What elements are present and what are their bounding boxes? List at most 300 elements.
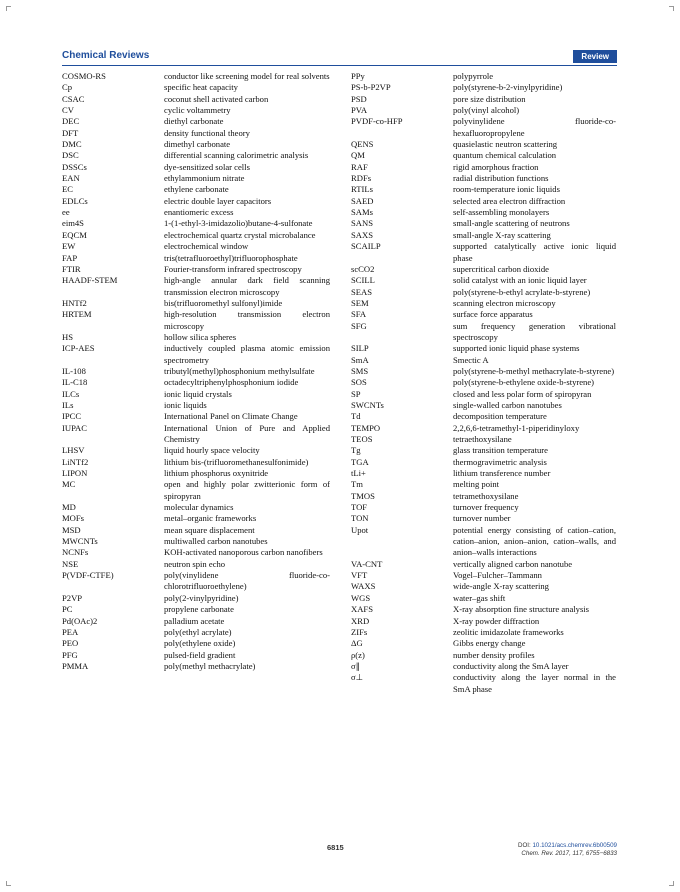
abbreviation-definition: multiwalled carbon nanotubes [164,536,268,547]
abbreviation-term: EW [62,241,76,252]
abbreviation-definition: poly(2-vinylpyridine) [164,592,239,603]
abbreviation-entry [351,468,616,479]
abbreviation-entry [62,627,330,638]
abbreviation-definition: zeolitic imidazolate frameworks [453,626,564,637]
abbreviation-term: PS-b-P2VP [351,82,391,93]
abbreviation-definition: single-walled carbon nanotubes [453,399,562,410]
abbreviation-definition: selected area electron diffraction [453,195,566,206]
abbreviation-term: SAXS [351,229,373,240]
abbreviation-definition: tris(tetrafluoroethyl)trifluorophosphate [164,252,298,263]
abbreviation-entry [62,650,330,661]
abbreviation-term: FAP [62,252,78,263]
abbreviation-entry [351,71,616,82]
abbreviation-term: SP [351,388,361,399]
abbreviation-definition: electrochemical quartz crystal microbalance [164,229,316,240]
abbreviation-definition: coconut shell activated carbon [164,93,269,104]
abbreviation-term: Tg [351,445,361,456]
crop-mark-top-left [6,6,11,11]
abbreviation-entry [351,411,616,422]
abbreviation-term: PFG [62,649,78,660]
abbreviation-definition: diethyl carbonate [164,116,224,127]
abbreviation-entry [351,230,616,241]
abbreviation-entry [62,150,330,161]
abbreviation-term: ICP-AES [62,343,95,354]
abbreviation-entry [62,547,330,558]
abbreviation-entry [62,559,330,570]
footer-citation [518,842,617,858]
abbreviation-entry [62,298,330,309]
doi-label: DOI: [518,842,531,849]
abbreviation-definition: number density profiles [453,649,535,660]
abbreviation-entry [62,570,330,593]
abbreviation-definition: poly(vinylidene fluoride-co-chlorotrifluoroethylene) [164,570,330,592]
abbreviation-term: DFT [62,127,79,138]
abbreviation-term: CV [62,105,74,116]
abbreviation-entry [62,343,330,366]
abbreviation-term: COSMO-RS [62,71,106,81]
abbreviation-entry [351,400,616,411]
abbreviation-term: PEA [62,626,79,637]
abbreviation-definition: quantum chemical calculation [453,150,557,161]
abbreviation-term: σ∥ [351,660,360,671]
abbreviation-entry [62,513,330,524]
abbreviation-term: Tm [351,479,363,490]
abbreviation-definition: radial distribution functions [453,173,549,184]
abbreviation-term: IPCC [62,411,82,422]
abbreviation-term: ee [62,207,70,218]
abbreviation-entry [62,400,330,411]
crop-mark-top-right [669,6,674,11]
abbreviation-entry [351,196,616,207]
abbreviation-entry [62,332,330,343]
abbreviation-term: eim4S [62,218,84,229]
abbreviation-term: SILP [351,343,369,354]
abbreviation-entry [62,479,330,502]
abbreviation-definition: thermogravimetric analysis [453,456,547,467]
abbreviation-definition: closed and less polar form of spiropyran [453,388,592,399]
abbreviation-entry [62,162,330,173]
abbreviation-entry [62,423,330,446]
abbreviation-term: EQCM [62,229,87,240]
abbreviation-definition: density functional theory [164,127,250,138]
abbreviation-term: RDFs [351,173,372,184]
abbreviations-left-column [62,71,330,672]
abbreviation-entry [62,366,330,377]
abbreviation-entry [351,604,616,615]
abbreviation-entry [62,173,330,184]
abbreviation-definition: cyclic voltammetry [164,105,231,116]
abbreviation-definition: tributyl(methyl)phosphonium methylsulfate [164,365,315,376]
abbreviation-definition: supported catalytically active ionic liquid phase [453,241,616,263]
abbreviation-definition: scanning electron microscopy [453,297,556,308]
abbreviation-definition: rigid amorphous fraction [453,161,539,172]
abbreviation-term: EDLCs [62,195,88,206]
abbreviation-term: DSC [62,150,79,161]
abbreviation-definition: electric double layer capacitors [164,195,272,206]
abbreviation-definition: supercritical carbon dioxide [453,263,549,274]
abbreviation-term: ILCs [62,388,80,399]
abbreviation-entry [62,82,330,93]
abbreviation-definition: Vogel–Fulcher–Tammann [453,570,542,581]
abbreviation-entry [351,321,616,344]
abbreviation-entry [351,559,616,570]
abbreviation-term: PSD [351,93,367,104]
abbreviation-term: ILs [62,399,74,410]
abbreviation-entry [351,298,616,309]
abbreviation-entry [351,627,616,638]
abbreviation-term: NSE [62,558,79,569]
abbreviation-entry [351,366,616,377]
abbreviation-term: tLi+ [351,468,366,479]
abbreviation-definition: Smectic A [453,354,489,365]
abbreviation-definition: metal–organic frameworks [164,513,257,524]
article-type-badge: Review [573,50,617,63]
abbreviation-term: IL-C18 [62,377,88,388]
abbreviation-term: MSD [62,524,81,535]
abbreviation-definition: pulsed-field gradient [164,649,236,660]
abbreviation-term: RAF [351,161,368,172]
abbreviation-definition: small-angle scattering of neutrons [453,218,570,229]
abbreviation-entry [351,457,616,468]
abbreviation-definition: poly(styrene-b-methyl methacrylate-b-styrene) [453,365,615,376]
abbreviation-entry [62,389,330,400]
abbreviation-entry [62,616,330,627]
abbreviation-entry [351,162,616,173]
abbreviation-entry [62,184,330,195]
abbreviation-entry [62,411,330,422]
abbreviation-entry [62,94,330,105]
abbreviation-definition: water–gas shift [453,592,506,603]
abbreviation-definition: neutron spin echo [164,558,226,569]
abbreviation-term: SOS [351,377,367,388]
abbreviation-term: PMMA [62,660,89,671]
crop-mark-bottom-right [669,881,674,886]
abbreviation-entry [351,479,616,490]
abbreviation-term: Td [351,411,361,422]
abbreviation-entry [62,604,330,615]
abbreviation-term: MC [62,479,76,490]
abbreviation-entry [351,650,616,661]
abbreviation-term: TEMPO [351,422,381,433]
abbreviation-entry [351,491,616,502]
abbreviation-definition: ionic liquid crystals [164,388,232,399]
abbreviation-definition: International Union of Pure and Applied Chemistry [164,422,330,444]
abbreviation-definition: poly(vinyl alcohol) [453,105,520,116]
abbreviation-term: TGA [351,456,369,467]
abbreviation-definition: differential scanning calorimetric analysis [164,150,309,161]
abbreviation-entry [351,616,616,627]
abbreviation-term: SmA [351,354,369,365]
abbreviation-entry [351,672,616,695]
abbreviation-definition: Fourier-transform infrared spectroscopy [164,263,302,274]
abbreviation-definition: decomposition temperature [453,411,547,422]
abbreviation-definition: poly(ethylene oxide) [164,638,236,649]
abbreviation-entry [62,661,330,672]
abbreviation-definition: glass transition temperature [453,445,548,456]
abbreviation-term: LiNTf2 [62,456,89,467]
abbreviation-term: ZIFs [351,626,368,637]
abbreviation-entry [351,309,616,320]
abbreviation-definition: ethylammonium nitrate [164,173,245,184]
abbreviation-term: HAADF-STEM [62,275,118,286]
abbreviation-term: SEM [351,297,369,308]
abbreviation-entry [351,275,616,286]
abbreviation-entry [62,275,330,298]
abbreviation-term: VFT [351,570,368,581]
abbreviation-entry [62,116,330,127]
abbreviation-term: TON [351,513,369,524]
abbreviation-term: PVA [351,105,368,116]
abbreviation-definition: X-ray powder diffraction [453,615,540,626]
abbreviation-term: SWCNTs [351,399,384,410]
abbreviation-entry [351,581,616,592]
abbreviation-definition: specific heat capacity [164,82,238,93]
abbreviation-term: HNTf2 [62,297,87,308]
abbreviation-term: ρ(z) [351,649,365,660]
abbreviation-entry [351,389,616,400]
abbreviation-term: DEC [62,116,80,127]
abbreviation-definition: tetraethoxysilane [453,434,512,444]
abbreviation-definition: sum frequency generation vibrational spectroscopy [453,320,616,342]
abbreviation-term: XRD [351,615,370,626]
abbreviation-entry [351,82,616,93]
abbreviation-definition: inductively coupled plasma atomic emission spectrometry [164,343,330,365]
abbreviation-entry [351,218,616,229]
abbreviation-entry [351,207,616,218]
abbreviation-term: SEAS [351,286,373,297]
abbreviation-definition: turnover number [453,513,511,524]
page-number: 6815 [327,843,344,852]
abbreviation-definition: supported ionic liquid phase systems [453,343,580,354]
abbreviation-term: σ⊥ [351,672,364,683]
abbreviation-term: DMC [62,139,82,150]
abbreviation-term: PVDF-co-HFP [351,116,403,127]
abbreviation-definition: lithium phosphorus oxynitride [164,468,269,479]
abbreviation-entry [62,638,330,649]
abbreviation-definition: X-ray absorption fine structure analysis [453,604,590,615]
abbreviation-term: PEO [62,638,79,649]
abbreviation-entry [351,241,616,264]
abbreviation-entry [351,343,616,354]
abbreviation-entry [62,218,330,229]
abbreviation-definition: octadecyltriphenylphosphonium iodide [164,377,299,388]
abbreviation-definition: pore size distribution [453,93,526,104]
abbreviation-term: QM [351,150,365,161]
abbreviation-term: SCILL [351,275,375,286]
abbreviation-definition: quasielastic neutron scattering [453,139,558,150]
abbreviation-definition: conductivity along the layer normal in the SmA phase [453,672,616,694]
abbreviation-entry [62,525,330,536]
abbreviation-definition: wide-angle X-ray scattering [453,581,549,592]
abbreviation-entry [351,445,616,456]
abbreviation-definition: conductor like screening model for real solvents [164,71,330,81]
abbreviation-entry [351,139,616,150]
abbreviation-definition: 2,2,6,6-tetramethyl-1-piperidinyloxy [453,422,580,433]
abbreviation-definition: liquid hourly space velocity [164,445,260,456]
abbreviation-entry [62,457,330,468]
abbreviation-term: Upot [351,524,369,535]
abbreviation-entry [62,241,330,252]
abbreviation-term: HRTEM [62,309,92,320]
abbreviation-entry [62,264,330,275]
abbreviation-definition: high-angle annular dark field scanning transmission electron microscopy [164,275,330,297]
abbreviation-entry [351,94,616,105]
abbreviation-term: Cp [62,82,73,93]
abbreviation-term: VA-CNT [351,558,383,569]
abbreviation-entry [62,445,330,456]
abbreviation-term: SAED [351,195,374,206]
abbreviation-definition: vertically aligned carbon nanotube [453,558,573,569]
abbreviation-term: LIPON [62,468,88,479]
abbreviation-term: RTILs [351,184,373,195]
abbreviation-term: XAFS [351,604,373,615]
abbreviation-definition: poly(styrene-b-2-vinylpyridine) [453,82,563,93]
abbreviation-entry [351,513,616,524]
abbreviation-definition: lithium transference number [453,468,551,479]
abbreviation-entry [62,196,330,207]
abbreviation-definition: dimethyl carbonate [164,139,231,150]
abbreviation-definition: room-temperature ionic liquids [453,184,560,195]
abbreviation-entry [351,377,616,388]
abbreviation-entry [351,287,616,298]
abbreviation-term: IUPAC [62,422,87,433]
abbreviation-definition: tetramethoxysilane [453,490,519,501]
abbreviation-definition: International Panel on Climate Change [164,411,298,422]
abbreviation-definition: Gibbs energy change [453,638,526,649]
header-rule [62,65,617,66]
abbreviation-entry [351,355,616,366]
abbreviation-definition: enantiomeric excess [164,207,234,218]
abbreviation-entry [351,423,616,434]
abbreviation-term: IL-108 [62,365,86,376]
abbreviation-definition: ionic liquids [164,399,207,410]
abbreviation-definition: propylene carbonate [164,604,234,615]
abbreviation-term: P(VDF-CTFE) [62,570,114,581]
abbreviation-term: WAXS [351,581,376,592]
abbreviation-entry [62,309,330,332]
crop-mark-bottom-left [6,881,11,886]
abbreviation-term: EC [62,184,73,195]
abbreviation-term: EAN [62,173,80,184]
abbreviation-definition: electrochemical window [164,241,249,252]
abbreviation-term: Pd(OAc)2 [62,615,98,626]
abbreviation-entry [62,207,330,218]
abbreviation-entry [351,434,616,445]
abbreviation-term: SFA [351,309,367,320]
abbreviation-entry [351,525,616,559]
page-header [62,50,617,64]
abbreviation-term: PC [62,604,73,615]
abbreviation-entry [351,502,616,513]
abbreviation-entry [351,570,616,581]
abbreviation-definition: surface force apparatus [453,309,533,320]
abbreviation-entry [62,71,330,82]
abbreviation-entry [351,116,616,139]
abbreviation-definition: hollow silica spheres [164,331,237,342]
abbreviation-definition: melting point [453,479,500,490]
abbreviation-term: NCNFs [62,547,89,558]
abbreviation-term: TOF [351,502,368,513]
abbreviation-term: MWCNTs [62,536,98,547]
abbreviation-definition: ethylene carbonate [164,184,229,195]
abbreviation-term: DSSCs [62,161,87,172]
abbreviation-entry [351,264,616,275]
abbreviation-entry [351,184,616,195]
abbreviation-entry [62,377,330,388]
citation-text: Chem. Rev. 2017, 117, 6755−6833 [521,850,617,857]
abbreviation-definition: bis(trifluoromethyl sulfonyl)imide [164,297,283,308]
abbreviation-definition: dye-sensitized solar cells [164,161,250,172]
abbreviation-definition: high-resolution transmission electron microscopy [164,309,330,331]
abbreviation-entry [351,105,616,116]
abbreviation-term: SAMs [351,207,373,218]
abbreviation-term: LHSV [62,445,85,456]
abbreviation-term: SANS [351,218,373,229]
abbreviation-term: WGS [351,592,371,603]
journal-title[interactable]: Chemical Reviews [62,50,150,61]
abbreviation-entry [62,468,330,479]
abbreviation-entry [62,593,330,604]
abbreviation-term: P2VP [62,592,83,603]
abbreviation-definition: poly(methyl methacrylate) [164,660,256,671]
abbreviation-entry [351,150,616,161]
abbreviation-term: TEOS [351,434,373,444]
abbreviation-definition: polyvinylidene fluoride-co-hexafluoropropylene [453,116,616,138]
abbreviation-term: ΔG [351,638,363,649]
abbreviation-definition: poly(ethyl acrylate) [164,626,232,637]
abbreviation-entry [62,502,330,513]
abbreviation-term: TMOS [351,490,375,501]
abbreviation-definition: molecular dynamics [164,502,234,513]
abbreviation-definition: mean square displacement [164,524,255,535]
abbreviation-term: CSAC [62,93,85,104]
abbreviation-term: MD [62,502,76,513]
abbreviations-right-column [351,71,616,695]
abbreviation-definition: self-assembling monolayers [453,207,550,218]
abbreviation-entry [351,638,616,649]
abbreviation-term: scCO2 [351,263,375,274]
abbreviation-definition: polypyrrole [453,71,494,81]
abbreviation-definition: 1-(1-ethyl-3-imidazolio)butane-4-sulfonate [164,218,313,229]
abbreviation-definition: poly(styrene-b-ethyl acrylate-b-styrene) [453,286,591,297]
abbreviation-term: SCAILP [351,241,381,252]
abbreviation-entry [351,173,616,184]
abbreviation-term: SFG [351,320,367,331]
abbreviation-term: HS [62,331,73,342]
abbreviation-definition: solid catalyst with an ionic liquid layer [453,275,587,286]
abbreviation-definition: KOH-activated nanoporous carbon nanofibers [164,547,323,558]
abbreviation-entry [62,536,330,547]
abbreviation-term: FTIR [62,263,81,274]
abbreviation-definition: palladium acetate [164,615,225,626]
abbreviation-entry [62,253,330,264]
abbreviation-term: SMS [351,365,369,376]
abbreviation-definition: conductivity along the SmA layer [453,660,569,671]
abbreviation-term: QENS [351,139,374,150]
abbreviation-entry [351,661,616,672]
abbreviation-definition: turnover frequency [453,502,519,513]
abbreviation-definition: small-angle X-ray scattering [453,229,551,240]
abbreviation-entry [62,105,330,116]
abbreviation-definition: open and highly polar zwitterionic form of spiropyran [164,479,330,501]
doi-link[interactable]: 10.1021/acs.chemrev.6b00509 [532,842,617,849]
abbreviation-term: PPy [351,71,365,81]
abbreviation-entry [351,593,616,604]
abbreviation-definition: lithium bis-(trifluoromethanesulfonimide) [164,456,309,467]
abbreviation-entry [62,139,330,150]
abbreviation-entry [62,230,330,241]
abbreviation-definition: potential energy consisting of cation–cation, cation–anion, anion–anion, cation–walls, and anion–walls interactions [453,524,616,558]
